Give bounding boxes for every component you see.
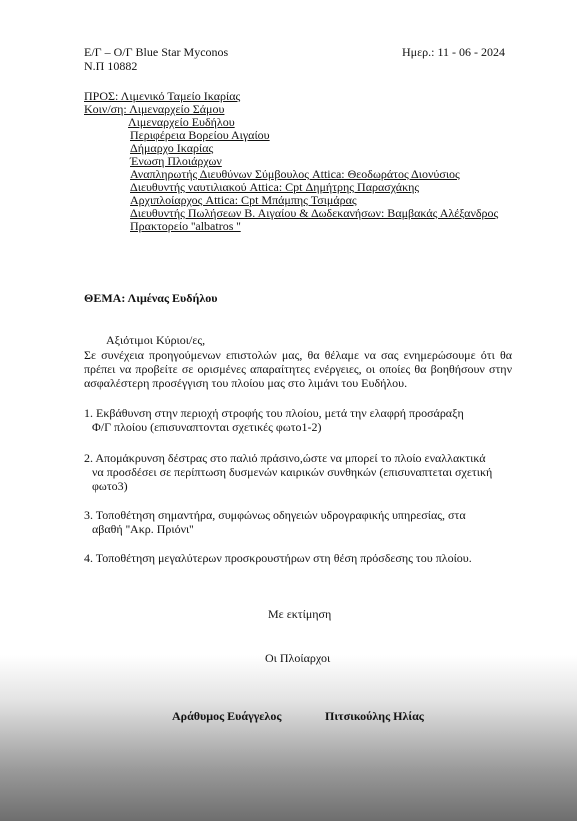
list-item-line: 2. Απομάκρυνση δέστρας στο παλιό πράσινο,ώστε να μπορεί το πλοίο εναλλακτικά <box>84 451 486 465</box>
recipient-cc-item: Αρχιπλοίαρχος Attica: Cpt Μπάμπης Τσιμάρας <box>130 193 357 207</box>
list-item-line: 4. Τοποθέτηση μεγαλύτερων προσκρουστήρων στη θέση πρόσδεσης του πλοίου. <box>84 551 472 565</box>
salutation: Αξιότιμοι Κύριοι/ες, <box>106 333 206 347</box>
recipient-cc-item: Διευθυντής ναυτιλιακού Attica: Cpt Δημήτρης Παρασχάκης <box>130 180 420 194</box>
subject: ΘΕΜΑ: Λιμένας Ευδήλου <box>84 291 218 305</box>
list-item-line: να προσδέσει σε περίπτωση δυσμενών καιρικών συνθηκών (επισυναπτεται σχετική <box>92 465 493 479</box>
date: Ημερ.: 11 - 06 - 2024 <box>402 45 506 59</box>
list-item <box>84 508 466 536</box>
sender-line-2: Ν.Π 10882 <box>84 59 138 73</box>
list-item <box>84 406 464 434</box>
recipient-cc-item: Διευθυντής Πωλήσεων Β. Αιγαίου & Δωδεκανήσων: Βαμβακάς Αλέξανδρος <box>130 206 499 220</box>
signatory-name: Πιτσικούλης Ηλίας <box>325 709 424 723</box>
intro-paragraph: Σε συνέχεια προηγούμενων επιστολών μας, θα θέλαμε να σας ενημερώσουμε ότι θα πρέπει να προβείτε σε ορισμένες απαραίτητες ενέργειες, οι οποίες θα βοηθήσουν στην ασφαλέστερη προσέγγιση του πλοίου μας στο λιμάνι του Ευδήλου. <box>84 348 512 390</box>
recipient-cc-item: Αναπληρωτής Διευθύνων Σύμβουλος Attica: Θεοδωράτος Διονύσιος <box>130 167 460 181</box>
recipient-cc-item: Πρακτορείο ''albatros '' <box>130 219 241 233</box>
recipient-cc-item: Δήμαρχο Ικαρίας <box>130 141 214 155</box>
list-item <box>84 551 472 565</box>
recipient-to: ΠΡΟΣ: Λιμενικό Ταμείο Ικαρίας <box>84 89 241 103</box>
list-item-line: αβαθή ''Ακρ. Πριόνι'' <box>92 522 194 536</box>
signatory-name: Αράθυμος Ευάγγελος <box>172 709 282 723</box>
recipient-cc-item: Λιμεναρχείο Ευδήλου <box>128 115 235 129</box>
sender-line-1: Ε/Γ – Ο/Γ Blue Star Myconos <box>84 45 229 59</box>
list-item <box>84 451 492 493</box>
signoff: Οι Πλοίαρχοι <box>265 651 331 665</box>
recipient-cc-first: Κοιν/ση: Λιμεναρχείο Σάμου <box>84 102 225 116</box>
list-item-line: Φ/Γ πλοίου (επισυναπτονται σχετικές φωτο1-2) <box>92 420 322 434</box>
list-item-line: 3. Τοποθέτηση σημαντήρα, συμφώνως οδηγειών υδρογραφικής υπηρεσίας, στα <box>84 508 466 522</box>
list-item-line: φωτο3) <box>92 479 128 493</box>
list-item-line: 1. Εκβάθυνση στην περιοχή στροφής του πλοίου, μετά την ελαφρή προσάραξη <box>84 406 464 420</box>
recipient-cc-item: Ένωση Πλοιάρχων <box>130 154 222 168</box>
recipient-cc-item: Περιφέρεια Βορείου Αιγαίου <box>130 128 270 142</box>
closing: Με εκτίμηση <box>268 607 332 621</box>
